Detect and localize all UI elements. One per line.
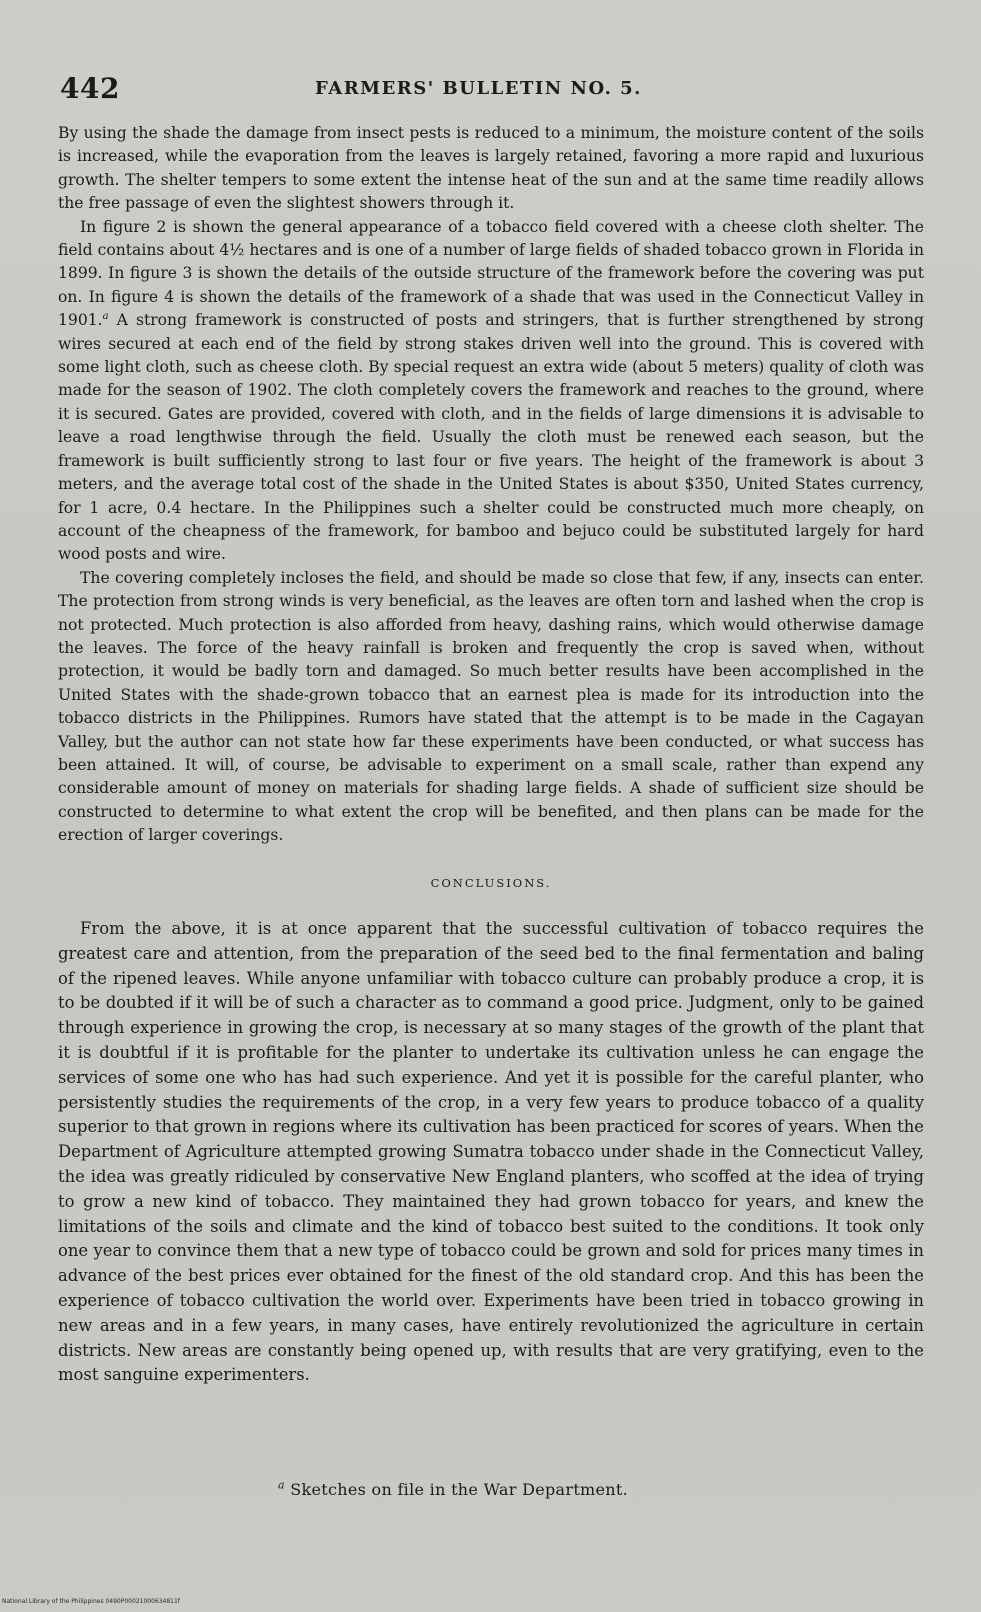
running-head: FARMERS' BULLETIN NO. 5. <box>315 78 642 99</box>
paragraph-framework-text: A strong framework is constructed of posts and stringers, that is further strengthened by strong wires secured at each end of the field by strong stakes driven well into the ground. This is covered with some light cloth, such as cheese cloth. By special request an extra wide (about 5 meters) quality of cloth was made for the season of 1902. The cloth completely covers the framework and reaches to the ground, where it is secured. Gates are provided, covered with cloth, and in the fields of large dimensions it is advisable to leave a road lengthwise through the field. Usually the cloth must be renewed each season, but the framework is built sufficiently strong to last four or five years. The height of the framework is about 3 meters, and the average total cost of the shade in the United States is about $350, United States currency, for 1 acre, 0.4 hectare. In the Philippines such a shelter could be constructed much more cheaply, on account of the cheapness of the framework, for bamboo and bejuco could be substituted largely for hard wood posts and wire. <box>58 311 924 564</box>
paragraph-shade-benefits: By using the shade the damage from insect pests is reduced to a minimum, the moisture content of the soils is increased, while the evaporation from the leaves is largely retained, favoring a more rapid and luxurious growth. The shelter tempers to some extent the intense heat of the sun and at the same time readily allows the free passage of even the slightest showers through it. <box>58 124 924 213</box>
page-header <box>60 72 930 112</box>
conclusions-heading: CONCLUSIONS. <box>430 875 552 890</box>
footnote-reference: a <box>102 311 109 323</box>
footnote-marker: a <box>278 1478 285 1492</box>
footnote <box>278 1480 628 1499</box>
footnote-text: Sketches on file in the War Department. <box>290 1480 629 1499</box>
conclusions-section <box>58 917 924 1388</box>
paragraph-conclusions: From the above, it is at once apparent that the successful cultivation of tobacco requires the greatest care and attention, from the preparation of the seed bed to the final fermentation and baling of the ripened leaves. While anyone unfamiliar with tobacco culture can probably produce a crop, it is to be doubted if it will be of such a character as to command a good price. Judgment, only to be gained through experience in growing the crop, is necessary at so many stages of the growth of the plant that it is doubtful if it is profitable for the planter to undertake its cultivation unless he can engage the services of some one who has had such experience. And yet it is possible for the careful planter, who persistently studies the requirements of the crop, in a very few years to produce tobacco of a quality superior to that grown in regions where its cultivation has been practiced for scores of years. When the Department of Agriculture attempted growing Sumatra tobacco under shade in the Connecticut Valley, the idea was greatly ridiculed by conservative New England planters, who scoffed at the idea of trying to grow a new kind of tobacco. They maintained they had grown tobacco for years, and knew the limitations of the soils and climate and the kind of tobacco best suited to the conditions. It took only one year to convince them that a new type of tobacco could be grown and sold for prices many times in advance of the best prices ever obtained for the finest of the old standard crop. And this has been the experience of tobacco cultivation the world over. Experiments have been tried in tobacco growing in new areas and in a few years, in many cases, have entirely revolutionized the agriculture in certain districts. New areas are constantly being opened up, with results that are very gratifying, even to the most sanguine experimenters. <box>58 919 924 1385</box>
scan-credit-line: National Library of the Philippines 0490P00021000634811f <box>2 1598 180 1605</box>
paragraph-covering: The covering completely incloses the field, and should be made so close that few, if any, insects can enter. The protection from strong winds is very beneficial, as the leaves are often torn and lashed when the crop is not protected. Much protection is also afforded from heavy, dashing rains, which would otherwise damage the leaves. The force of the heavy rainfall is broken and frequently the crop is saved when, without protection, it would be badly torn and damaged. So much better results have been accomplished in the United States with the shade-grown tobacco that an earnest plea is made for its introduction into the tobacco districts in the Philippines. Rumors have stated that the attempt is to be made in the Cagayan Valley, but the author can not state how far these experiments have been conducted, or what success has been attained. It will, of course, be advisable to experiment on a small scale, rather than expend any considerable amount of money on materials for shading large fields. A shade of sufficient size should be constructed to determine to what extent the crop will be benefited, and then plans can be made for the erection of larger coverings. <box>58 568 924 845</box>
page-number: 442 <box>60 72 120 105</box>
paragraph-figures-text: In figure 2 is shown the general appearance of a tobacco field covered with a cheese cloth shelter. The field contains about 4½ hectares and is one of a number of large fields of shaded tobacco grown in Florida in 1899. In figure 3 is shown the details of the outside structure of the framework before the covering was put on. In figure 4 is shown the details of the framework of a shade that was used in the Connecticut Valley in 1901. <box>58 217 924 330</box>
body-text <box>58 122 924 1388</box>
paragraph-figures <box>58 216 924 567</box>
